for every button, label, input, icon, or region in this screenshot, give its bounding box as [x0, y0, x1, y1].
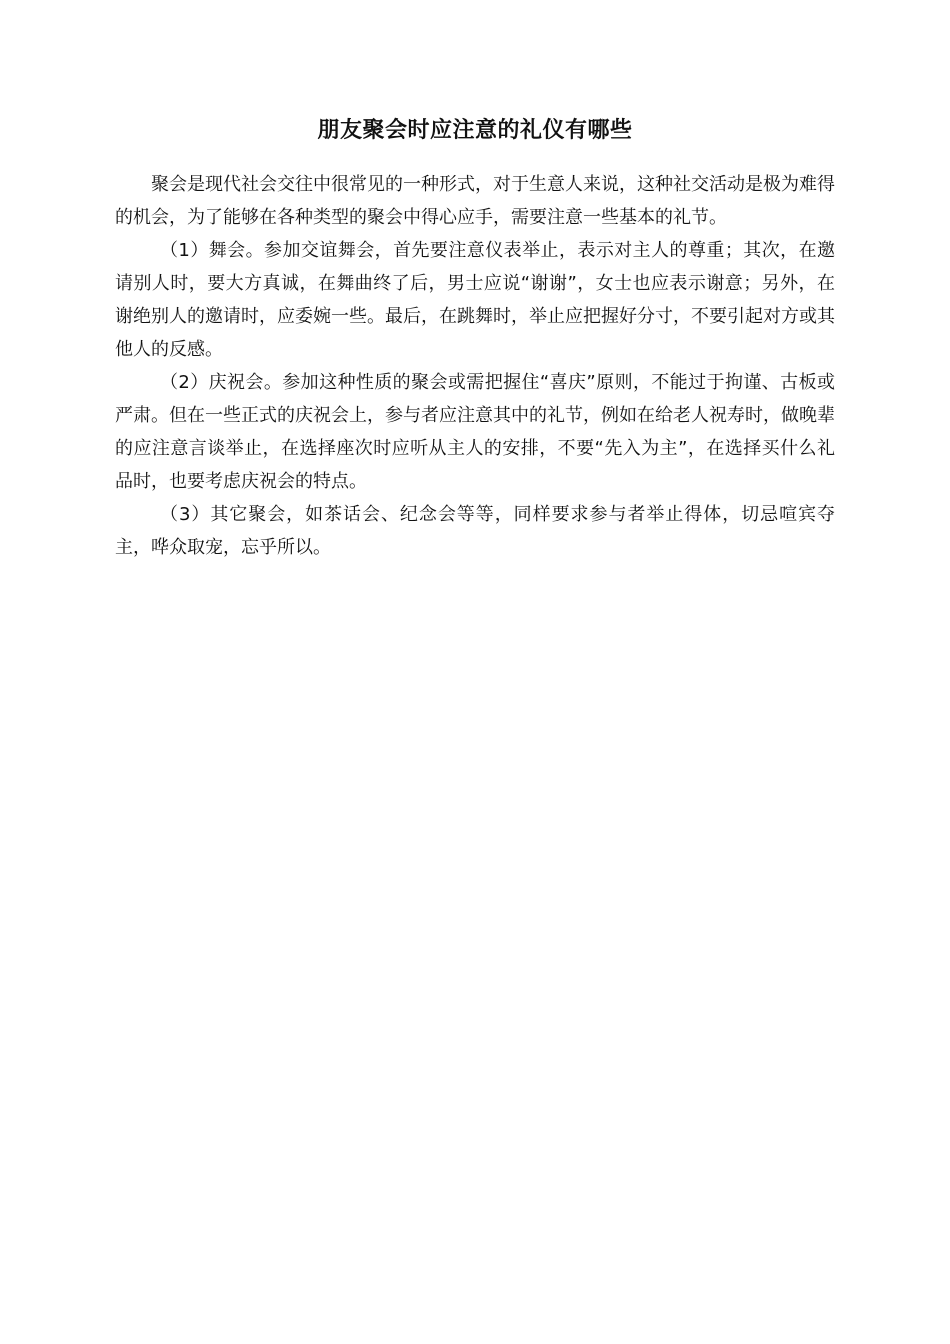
document-body — [115, 112, 835, 564]
paragraph-dance-party: （1）舞会。参加交谊舞会，首先要注意仪表举止，表示对主人的尊重；其次，在邀请别人时，要大方真诚，在舞曲终了后，男士应说“谢谢”，女士也应表示谢意；另外，在谢绝别人的邀请时，应委婉一些。最后，在跳舞时，举止应把握好分寸，不要引起对方或其他人的反感。 — [115, 240, 835, 360]
paragraph-intro: 聚会是现代社会交往中很常见的一种形式，对于生意人来说，这种社交活动是极为难得的机会，为了能够在各种类型的聚会中得心应手，需要注意一些基本的礼节。 — [115, 174, 835, 228]
paragraph-celebration: （2）庆祝会。参加这种性质的聚会或需把握住“喜庆”原则，不能过于拘谨、古板或严肃。但在一些正式的庆祝会上，参与者应注意其中的礼节，例如在给老人祝寿时，做晚辈的应注意言谈举止，在选择座次时应听从主人的安排，不要“先入为主”，在选择买什么礼品时，也要考虑庆祝会的特点。 — [115, 372, 835, 492]
document-title: 朋友聚会时应注意的礼仪有哪些 — [317, 118, 633, 143]
paragraph-other-gatherings: （3）其它聚会，如茶话会、纪念会等等，同样要求参与者举止得体，切忌喧宾夺主，哗众取宠，忘乎所以。 — [115, 504, 835, 558]
